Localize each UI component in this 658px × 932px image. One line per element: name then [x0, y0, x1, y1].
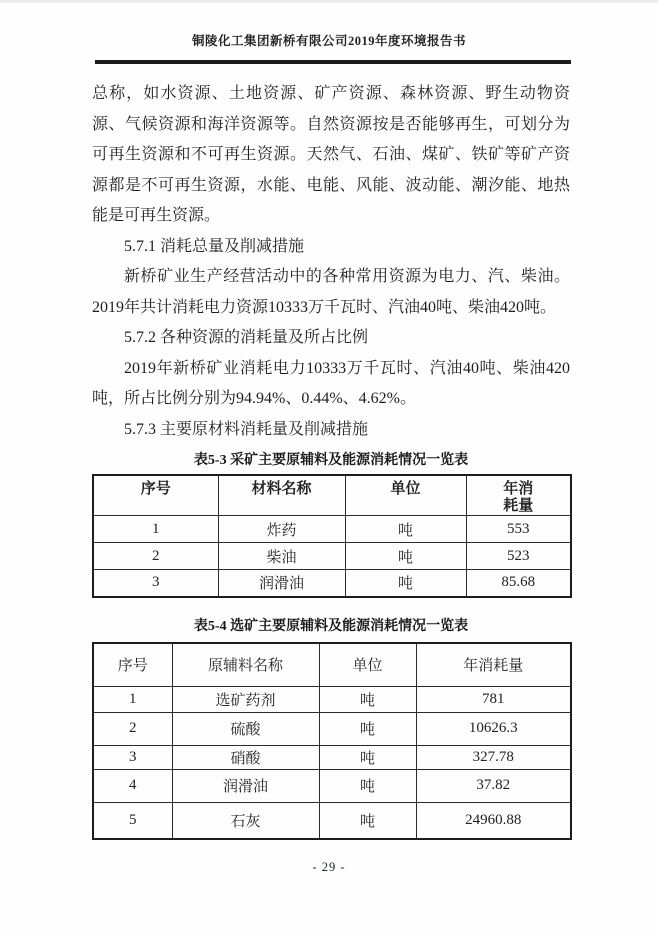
table-cell-index: 2 — [93, 543, 218, 570]
table-cell-unit: 吨 — [319, 686, 416, 712]
table-cell-value: 327.78 — [416, 745, 571, 769]
table-cell-index: 4 — [93, 769, 172, 802]
table-cell-index: 1 — [93, 516, 218, 543]
table-cell-value: 10626.3 — [416, 712, 571, 745]
body-text — [92, 79, 570, 445]
table-5-3-caption: 表5-3 采矿主要原辅料及能源消耗情况一览表 — [193, 453, 469, 468]
column-header-annual-consumption — [466, 475, 571, 516]
table-cell-material: 润滑油 — [172, 769, 319, 802]
table-cell-value: 781 — [416, 686, 571, 712]
table-cell-material: 硫酸 — [172, 712, 319, 745]
beneficiation-consumption-table — [92, 642, 572, 840]
scan-edge-shadow — [0, 0, 658, 3]
table-header-row — [93, 475, 571, 516]
table-cell-index: 1 — [93, 686, 172, 712]
table-row — [93, 712, 571, 745]
running-header-title: 铜陵化工集团新桥有限公司2019年度环境报告书 — [191, 34, 466, 48]
table-cell-value: 37.82 — [416, 769, 571, 802]
paragraph-5-7-1: 新桥矿业生产经营活动中的各种常用资源为电力、汽、柴油。2019年共计消耗电力资源10333万千瓦时、汽油40吨、柴油420吨。 — [92, 268, 570, 316]
table-row — [93, 543, 571, 570]
table-cell-unit: 吨 — [345, 570, 466, 597]
table-cell-unit: 吨 — [345, 516, 466, 543]
section-heading-5-7-1: 5.7.1 消耗总量及削减措施 — [124, 237, 305, 255]
paragraph-natural-resources: 总称，如水资源、土地资源、矿产资源、森林资源、野生动物资源、气候资源和海洋资源等。自然资源按是否能够再生，可划分为可再生资源和不可再生资源。天然气、石油、煤矿、铁矿等矿产资源都是不可再生资源，水能、电能、风能、波动能、潮汐能、地热能是可再生资源。 — [92, 85, 570, 224]
column-header-annual-consumption: 年消耗量 — [416, 643, 571, 686]
table-cell-value: 85.68 — [466, 570, 571, 597]
table-cell-material: 润滑油 — [218, 570, 345, 597]
column-header-annual-consumption-label: 年消耗量 — [503, 481, 534, 514]
header-rule-divider — [95, 60, 571, 64]
table-cell-unit: 吨 — [319, 745, 416, 769]
section-heading-5-7-2: 5.7.2 各种资源的消耗量及所占比例 — [124, 329, 369, 346]
column-header-material: 材料名称 — [218, 475, 345, 516]
table-row — [93, 745, 571, 769]
table-cell-index: 3 — [93, 570, 218, 597]
table-cell-value: 523 — [466, 543, 571, 570]
column-header-unit: 单位 — [345, 475, 466, 516]
table-cell-value: 553 — [466, 516, 571, 543]
table-cell-unit: 吨 — [345, 543, 466, 570]
table-row — [93, 802, 571, 839]
table-header-row — [93, 643, 571, 686]
table-cell-value: 24960.88 — [416, 802, 571, 839]
table-cell-material: 柴油 — [218, 543, 345, 570]
mining-consumption-table — [92, 474, 572, 598]
table-cell-index: 3 — [93, 745, 172, 769]
table-cell-material: 石灰 — [172, 802, 319, 839]
table-cell-unit: 吨 — [319, 802, 416, 839]
column-header-index: 序号 — [93, 475, 218, 516]
section-heading-5-7-3: 5.7.3 主要原材料消耗量及削减措施 — [124, 420, 369, 438]
column-header-index: 序号 — [93, 643, 172, 686]
table-cell-unit: 吨 — [319, 769, 416, 802]
column-header-raw-material: 原辅料名称 — [172, 643, 319, 686]
column-header-unit: 单位 — [319, 643, 416, 686]
table-cell-material: 硝酸 — [172, 745, 319, 769]
table-cell-unit: 吨 — [319, 712, 416, 745]
table-cell-material: 选矿药剂 — [172, 686, 319, 712]
table-5-4-caption: 表5-4 选矿主要原辅料及能源消耗情况一览表 — [193, 619, 469, 634]
table-row — [93, 769, 571, 802]
table-row — [93, 516, 571, 543]
paragraph-5-7-2: 2019年新桥矿业消耗电力10333万千瓦时、汽油40吨、柴油420吨，所占比例分别为94.94%、0.44%、4.62%。 — [92, 359, 570, 407]
table-cell-material: 炸药 — [218, 516, 345, 543]
page-number: - 29 - — [312, 860, 346, 874]
table-row — [93, 686, 571, 712]
table-cell-index: 2 — [93, 712, 172, 745]
table-row — [93, 570, 571, 597]
table-cell-index: 5 — [93, 802, 172, 839]
